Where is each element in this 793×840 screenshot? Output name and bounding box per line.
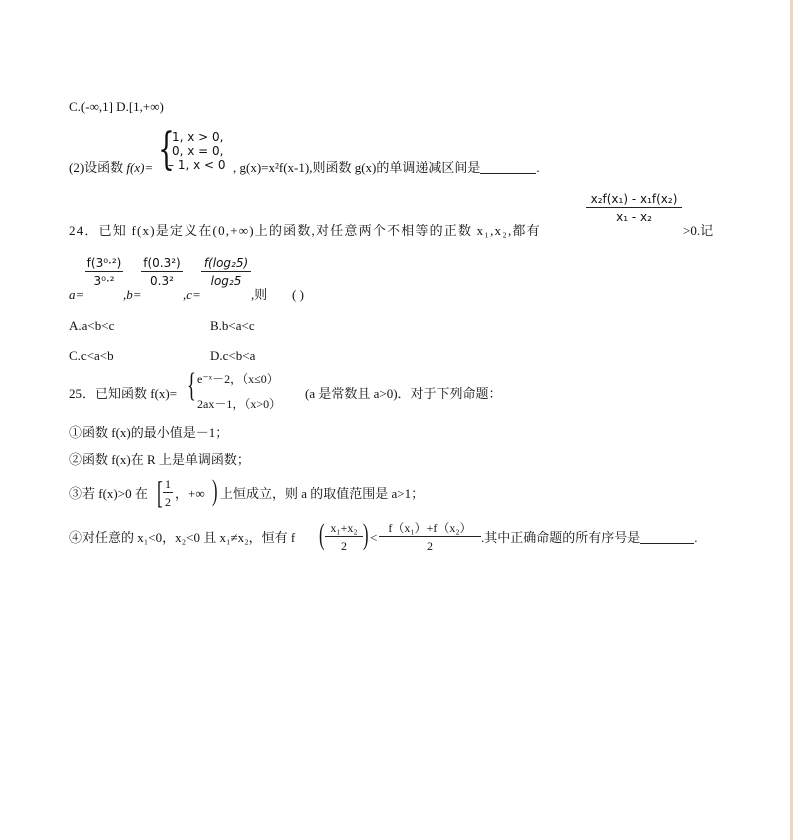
q24-b-fraction: f(0.3²) 0.3² <box>141 257 183 287</box>
q25-s4-post: .其中正确命题的所有序号是 . <box>481 530 698 545</box>
q24-answer-paren: ( ) <box>292 287 304 302</box>
piecewise-case-2: 0, x = 0, <box>172 144 224 158</box>
q25-s4-mean-fraction: x₁+x₂ 2 <box>325 522 363 552</box>
q25-s4-left-paren: ( <box>319 518 325 551</box>
q25-statement-1: ①函数 f(x)的最小值是－1； <box>69 425 229 440</box>
q24-a-label: a= <box>69 287 85 302</box>
q24-text: 24．已知 f(x)是定义在(0,+∞)上的函数,对任意两个不相等的正数 x₁,x₂,都有 <box>69 223 541 238</box>
q25-case-1: e⁻ˣ－2，（x≤0） <box>197 372 279 386</box>
q25-s3-post: 上恒成立，则 a 的取值范围是 a>1； <box>220 486 425 501</box>
answer-blank[interactable] <box>480 161 536 174</box>
piecewise-case-1: 1, x > 0, <box>172 130 224 144</box>
q25-s3-left-bracket: [ <box>157 474 163 510</box>
q23-2-prefix: (2)设函数 f(x)= <box>69 160 154 175</box>
q24-then: ,则 <box>251 287 268 302</box>
q24-b-label: ,b= <box>123 287 142 302</box>
q25-s3-right-paren: ) <box>212 474 218 507</box>
q25-s4-right-paren: ) <box>363 518 369 551</box>
q25-case-2: 2ax－1，（x>0） <box>197 397 282 411</box>
q24-option-c[interactable]: C.c<a<b <box>69 348 114 363</box>
q24-a-fraction: f(3⁰·²) 3⁰·² <box>86 256 122 288</box>
q25-brace: { <box>187 367 196 404</box>
q24-c-label: ,c= <box>183 287 201 302</box>
q24-option-b[interactable]: B.b<a<c <box>210 318 255 333</box>
q25-suffix: (a 是常数且 a>0)．对于下列命题： <box>305 386 502 401</box>
q23-options-cd: C.(-∞,1] D.[1,+∞) <box>69 99 164 114</box>
q25-s3-mid: ，+∞ <box>175 486 205 501</box>
q24-option-a[interactable]: A.a<b<c <box>69 318 115 333</box>
q25-s4-pre: ④对任意的 x₁<0，x₂<0 且 x₁≠x₂，恒有 f <box>69 530 296 545</box>
q24-option-d[interactable]: D.c<b<a <box>210 348 256 363</box>
q25-s3-fraction: 1 2 <box>165 477 171 509</box>
q25-s4-lt: < <box>370 530 378 545</box>
q23-2-suffix: , g(x)=x²f(x-1),则函数 g(x)的单调递减区间是 . <box>233 160 540 175</box>
piecewise-brace: { <box>158 124 175 175</box>
q24-c-fraction: f(log₂5) log₂5 <box>201 257 251 287</box>
q25-prefix: 25．已知函数 f(x)= <box>69 386 178 401</box>
q25-s3-pre: ③若 f(x)>0 在 <box>69 486 148 501</box>
answer-blank-2[interactable] <box>640 531 694 544</box>
q25-statement-2: ②函数 f(x)在 R 上是单调函数； <box>69 452 250 467</box>
q24-after: >0.记 <box>683 223 714 238</box>
q25-s4-avg-fraction: f（x₁）+f（x₂） 2 <box>379 522 481 552</box>
q24-condition-fraction: x₂f(x₁) - x₁f(x₂) x₁ - x₂ <box>586 193 682 223</box>
piecewise-case-3: – 1, x < 0 <box>168 158 226 172</box>
